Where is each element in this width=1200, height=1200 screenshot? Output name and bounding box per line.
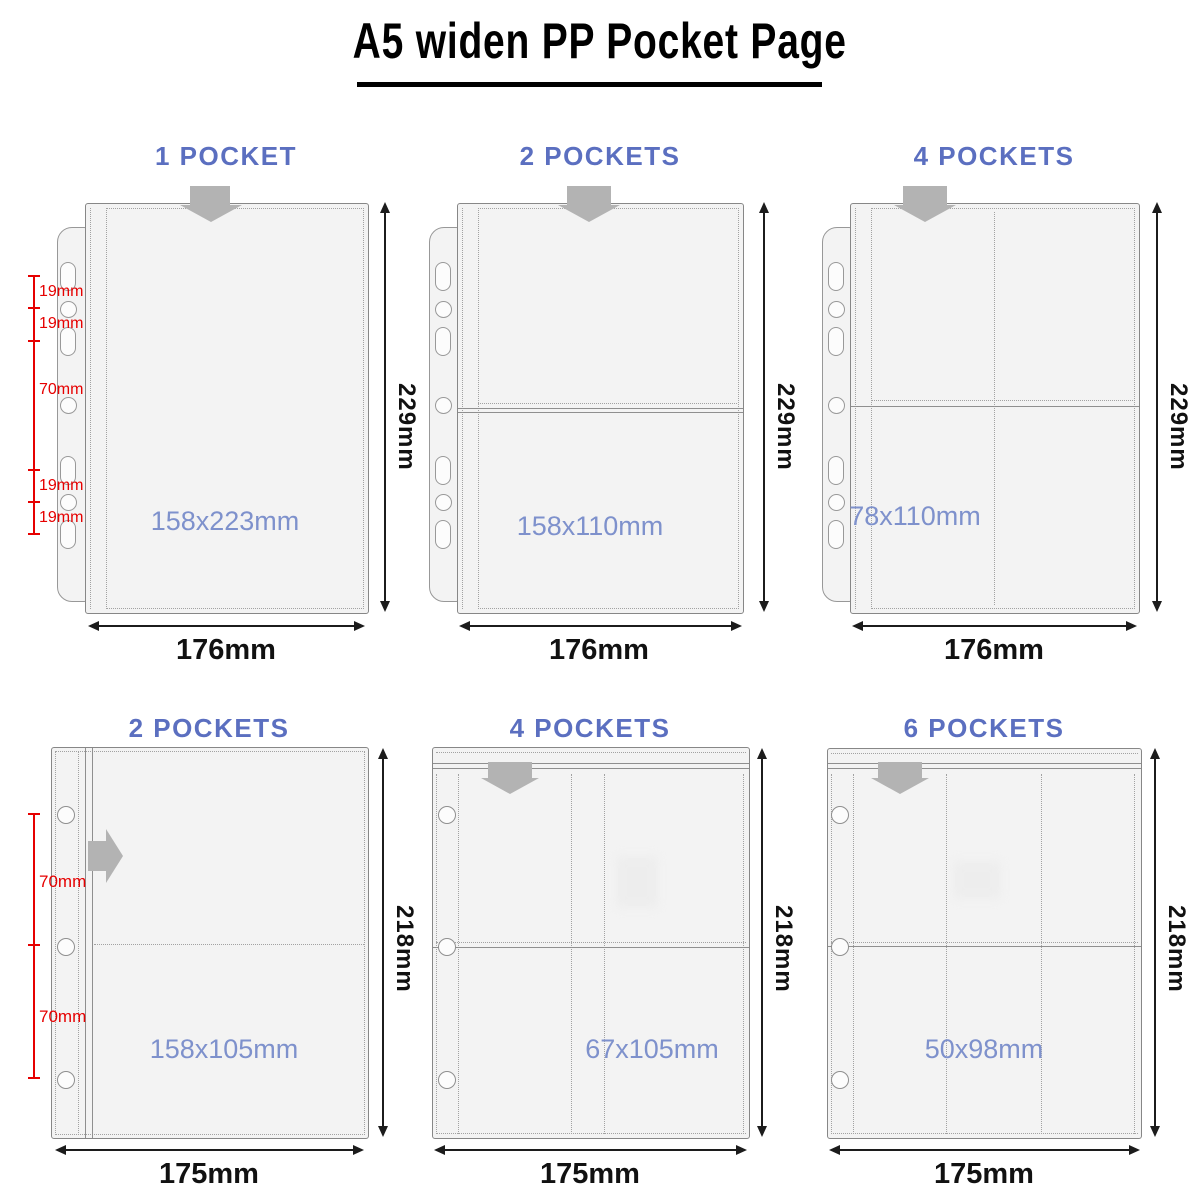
seal-line — [1134, 774, 1135, 1134]
seal-line — [831, 753, 1138, 754]
hole-spacing-label: 70mm — [39, 381, 84, 398]
diagram-title: 4 POCKETS — [509, 713, 671, 743]
hole-spacing-label: 70mm — [39, 1007, 87, 1026]
binder-round-hole — [831, 1071, 849, 1089]
pocket-size-label: 67x105mm — [585, 1034, 719, 1064]
column-divider-seal — [946, 774, 947, 1134]
insert-direction-arrow-icon — [878, 762, 922, 778]
pocket-divider-seal — [831, 942, 1138, 943]
header-band-line — [828, 768, 1141, 769]
hole-spacing-label: 19mm — [39, 477, 84, 494]
dimension-arrowhead — [1129, 1145, 1140, 1155]
pocket-size-label: 158x110mm — [516, 511, 664, 541]
height-label: 218mm — [770, 905, 797, 993]
pocket-size-label: 50x98mm — [924, 1034, 1044, 1064]
pocket-size-label: 78x110mm — [849, 501, 981, 531]
width-label: 175mm — [540, 1158, 640, 1190]
height-label: 229mm — [1165, 383, 1192, 471]
binder-round-hole — [831, 938, 849, 956]
seal-line — [831, 1133, 1138, 1134]
column-divider-seal — [1041, 774, 1042, 1134]
hole-spacing-label: 70mm — [39, 872, 87, 891]
diagram-title: 2 POCKETS — [128, 713, 290, 743]
faint-watermark — [953, 861, 1001, 899]
height-label: 218mm — [391, 905, 418, 993]
pocket-size-label: 158x223mm — [150, 506, 300, 536]
height-label: 229mm — [772, 383, 799, 471]
hole-spacing-label: 19mm — [39, 283, 84, 300]
pocket-divider — [828, 946, 1141, 947]
pocket-size-label: 158x105mm — [149, 1034, 299, 1064]
diagram-title: 6 POCKETS — [903, 713, 1065, 743]
pocket-sheet — [827, 748, 1142, 1139]
dimension-arrowhead — [1150, 1126, 1160, 1137]
width-dimension-line — [839, 1149, 1129, 1151]
width-label: 176mm — [176, 634, 276, 666]
height-dimension-line — [1154, 757, 1156, 1127]
height-label: 218mm — [1163, 905, 1190, 993]
height-label: 229mm — [393, 383, 420, 471]
width-label: 176mm — [944, 634, 1044, 666]
binding-seal-line — [853, 774, 854, 1134]
diagram-title: 4 POCKETS — [913, 141, 1075, 171]
diagram-title: 1 POCKET — [154, 141, 298, 171]
hole-spacing-label: 19mm — [39, 315, 84, 332]
insert-direction-arrowhead-icon — [871, 778, 929, 794]
width-label: 175mm — [934, 1158, 1034, 1190]
dimension-arrowhead — [829, 1145, 840, 1155]
dimension-arrowhead — [1150, 748, 1160, 759]
diagram-title: 2 POCKETS — [519, 141, 681, 171]
page-title-text: A5 widen PP Pocket Page — [352, 13, 848, 69]
binder-round-hole — [831, 806, 849, 824]
width-label: 176mm — [549, 634, 649, 666]
width-label: 175mm — [159, 1158, 259, 1190]
header-band-line — [828, 763, 1141, 764]
hole-spacing-label: 19mm — [39, 509, 84, 526]
